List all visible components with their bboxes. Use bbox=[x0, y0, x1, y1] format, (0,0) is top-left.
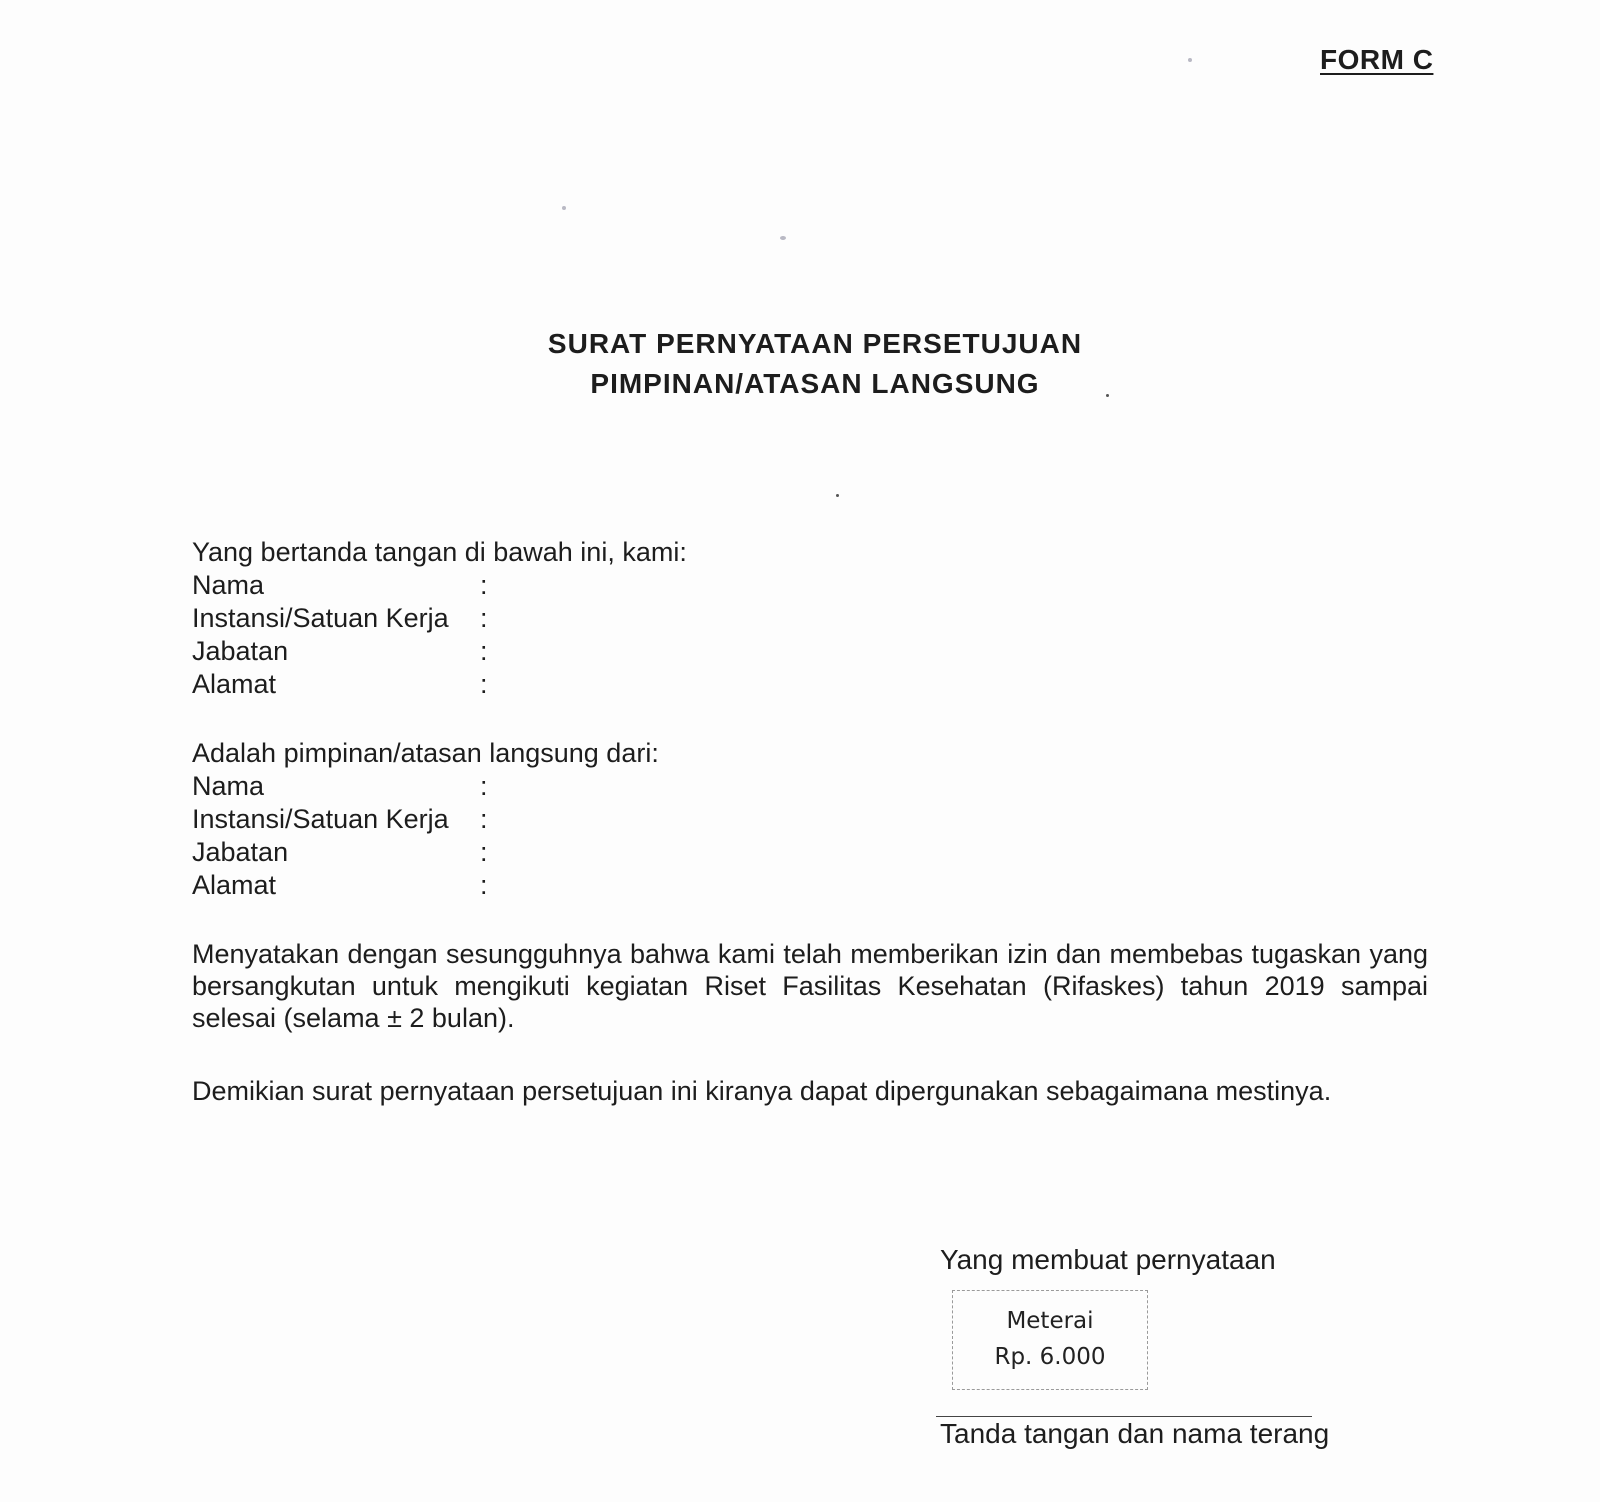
field-colon: : bbox=[480, 771, 488, 801]
scan-speck bbox=[780, 236, 786, 240]
field-colon: : bbox=[480, 804, 488, 834]
field-label: Instansi/Satuan Kerja bbox=[192, 603, 449, 633]
field-colon: : bbox=[480, 570, 488, 600]
field-label: Alamat bbox=[192, 870, 277, 900]
field-colon: : bbox=[480, 636, 488, 666]
field-label: Instansi/Satuan Kerja bbox=[192, 804, 449, 834]
signatory-field-nama bbox=[192, 569, 687, 602]
document-title-line-1: SURAT PERNYATAAN PERSETUJUAN bbox=[547, 328, 1083, 359]
subordinate-field-alamat bbox=[192, 869, 659, 902]
field-colon: : bbox=[480, 870, 488, 900]
subordinate-section bbox=[192, 737, 659, 902]
signatory-field-alamat bbox=[192, 668, 687, 701]
field-colon: : bbox=[480, 837, 488, 867]
subordinate-field-jabatan bbox=[192, 836, 659, 869]
closing-paragraph: Demikian surat pernyataan persetujuan ini kiranya dapat dipergunakan sebagaimana mestinya. bbox=[192, 1076, 1332, 1106]
field-colon: : bbox=[480, 603, 488, 633]
signatory-intro: Yang bertanda tangan di bawah ini, kami: bbox=[192, 537, 687, 567]
signatory-field-instansi bbox=[192, 602, 687, 635]
scan-speck bbox=[836, 494, 839, 497]
stamp-amount: Rp. 6.000 bbox=[994, 1344, 1106, 1370]
scan-speck bbox=[562, 206, 566, 210]
form-code: FORM C bbox=[1320, 44, 1434, 75]
signer-label: Yang membuat pernyataan bbox=[940, 1244, 1276, 1275]
statement-paragraph: Menyatakan dengan sesungguhnya bahwa kami telah memberikan izin dan membebas tugaskan yang bersangkutan untuk mengikuti kegiatan Riset Fasilitas Kesehatan (Rifaskes) tahun 2019 sampai selesai (selama ± 2 bulan). bbox=[192, 939, 1428, 1033]
subordinate-field-nama bbox=[192, 770, 659, 803]
field-colon: : bbox=[480, 669, 488, 699]
stamp-duty-box bbox=[952, 1290, 1148, 1390]
document-title-line-2: PIMPINAN/ATASAN LANGSUNG bbox=[590, 368, 1040, 399]
field-label: Jabatan bbox=[192, 837, 289, 867]
signatory-field-jabatan bbox=[192, 635, 687, 668]
signatory-section bbox=[192, 536, 687, 701]
scan-speck bbox=[1188, 58, 1192, 62]
field-label: Nama bbox=[192, 771, 265, 801]
field-label: Nama bbox=[192, 570, 265, 600]
signature-line bbox=[936, 1416, 1312, 1417]
subordinate-intro: Adalah pimpinan/atasan langsung dari: bbox=[192, 738, 659, 768]
signature-caption: Tanda tangan dan nama terang bbox=[940, 1418, 1330, 1449]
field-label: Alamat bbox=[192, 669, 277, 699]
field-label: Jabatan bbox=[192, 636, 289, 666]
subordinate-field-instansi bbox=[192, 803, 659, 836]
stamp-label: Meterai bbox=[1006, 1308, 1094, 1334]
